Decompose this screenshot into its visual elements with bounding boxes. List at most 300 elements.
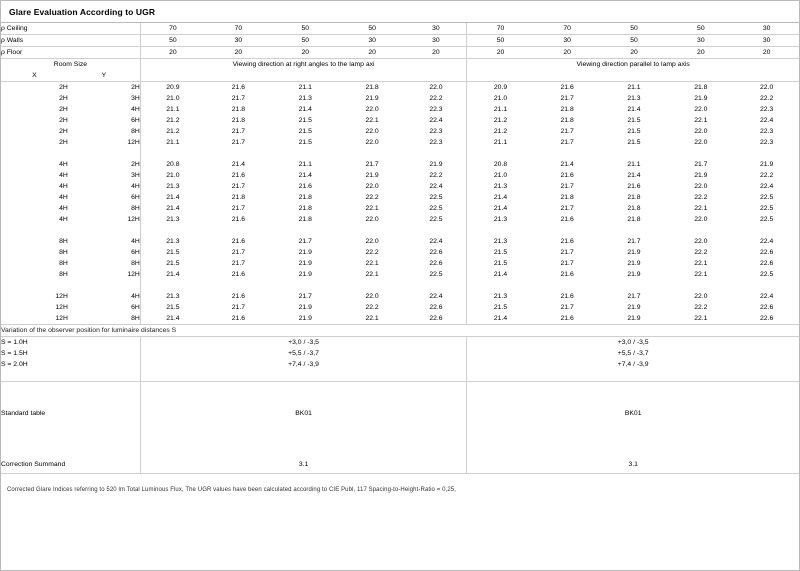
rho-walls-c9: 30 <box>697 37 705 44</box>
cell: 22.6 <box>429 304 443 311</box>
cell: 21.3 <box>467 236 534 247</box>
column-group-parallel: Viewing direction parallel to lamp axis <box>467 59 799 71</box>
rho-walls-c4: 30 <box>368 37 376 44</box>
correction-summand-row <box>1 455 799 474</box>
cell: 22.0 <box>365 293 379 300</box>
cell: 21.1 <box>627 84 641 91</box>
table-row <box>1 181 799 192</box>
cell: 22.2 <box>429 95 443 102</box>
cell: 21.6 <box>231 172 245 179</box>
row-y: 4H <box>131 238 140 245</box>
row-y: 3H <box>131 172 140 179</box>
rho-floor-c2: 20 <box>234 49 243 56</box>
rho-walls-c1: 50 <box>140 35 205 47</box>
cell: 22.1 <box>694 315 708 322</box>
row-x: 12H <box>55 304 68 311</box>
table-row <box>1 258 799 269</box>
row-y: 2H <box>131 84 140 91</box>
spacer-cell <box>1 419 140 455</box>
cell: 22.5 <box>429 194 443 201</box>
cell: 21.6 <box>231 271 245 278</box>
cell: 21.8 <box>560 117 574 124</box>
cell: 22.6 <box>760 315 774 322</box>
cell: 22.1 <box>365 260 379 267</box>
cell: 21.6 <box>231 293 245 300</box>
standard-table-pad-top <box>1 382 799 409</box>
cell: 21.7 <box>231 249 245 256</box>
cell: 22.6 <box>760 304 774 311</box>
cell: 21.9 <box>298 271 312 278</box>
cell: 21.4 <box>231 161 245 168</box>
table-row <box>1 291 799 302</box>
cell: 21.6 <box>298 183 312 190</box>
row-y: 6H <box>131 304 140 311</box>
cell: 22.4 <box>760 238 774 245</box>
cell: 21.3 <box>627 95 641 102</box>
cell: 20.9 <box>467 82 534 94</box>
cell: 21.6 <box>560 84 574 91</box>
cell: 21.8 <box>694 84 708 91</box>
row-x: 4H <box>59 183 68 190</box>
cell: 21.7 <box>560 304 574 311</box>
cell: 21.9 <box>365 95 379 102</box>
spacer-cell <box>1 280 140 291</box>
rho-walls-c7: 30 <box>563 37 571 44</box>
variation-row-1 <box>1 337 799 349</box>
cell: 22.0 <box>694 238 708 245</box>
cell: 21.5 <box>627 117 641 124</box>
room-size-x-header: X <box>32 72 37 79</box>
cell: 21.7 <box>298 293 312 300</box>
cell: 21.7 <box>231 128 245 135</box>
variation-note: Variation of the observer position for luminaire distances S <box>1 327 177 334</box>
cell: 21.6 <box>627 183 641 190</box>
spacer-cell <box>272 70 339 82</box>
cell: 22.0 <box>694 216 708 223</box>
cell: 21.8 <box>627 205 641 212</box>
cell: 21.7 <box>231 183 245 190</box>
row-y: 12H <box>127 216 140 223</box>
cell: 21.3 <box>140 236 205 247</box>
rho-ceiling-c2: 70 <box>234 25 243 32</box>
table-row <box>1 126 799 137</box>
cell: 21.3 <box>140 214 205 225</box>
cell: 22.2 <box>760 95 774 102</box>
cell: 21.9 <box>694 172 708 179</box>
spacer-cell <box>1 370 140 382</box>
table-row <box>1 104 799 115</box>
cell: 20.8 <box>140 159 205 170</box>
spacer-cell <box>734 70 799 82</box>
rho-floor-c9: 20 <box>697 49 705 56</box>
cell: 21.6 <box>560 172 574 179</box>
row-y: 12H <box>127 271 140 278</box>
cell: 22.3 <box>760 106 774 113</box>
cell: 22.0 <box>365 238 379 245</box>
variation-left-s3: +7,4 / -3,9 <box>140 359 467 370</box>
cell: 21.8 <box>231 117 245 124</box>
spacer-cell <box>140 419 467 455</box>
variation-right-s2: +5,5 / -3,7 <box>467 348 799 359</box>
cell: 22.3 <box>760 139 774 146</box>
cell: 22.5 <box>760 271 774 278</box>
table-row-xy-header <box>1 70 799 82</box>
rho-floor-c10: 20 <box>762 49 771 56</box>
table-row <box>1 137 799 148</box>
cell: 21.1 <box>467 137 534 148</box>
table-row <box>1 93 799 104</box>
row-x: 12H <box>55 293 68 300</box>
cell: 22.6 <box>760 260 774 267</box>
cell: 21.4 <box>467 192 534 203</box>
row-y: 6H <box>131 117 140 124</box>
row-x: 2H <box>59 117 68 124</box>
spacer-cell <box>140 70 205 82</box>
variation-row-3 <box>1 359 799 370</box>
cell: 21.9 <box>694 95 708 102</box>
rho-floor-label: ρ Floor <box>1 49 23 56</box>
cell: 21.6 <box>560 238 574 245</box>
cell: 21.5 <box>467 247 534 258</box>
spacer-cell <box>140 148 467 159</box>
cell: 22.1 <box>694 271 708 278</box>
cell: 21.6 <box>560 216 574 223</box>
spacer-cell <box>140 225 467 236</box>
cell: 21.4 <box>627 106 641 113</box>
cell: 21.3 <box>298 95 312 102</box>
cell: 21.9 <box>627 271 641 278</box>
cell: 22.6 <box>429 260 443 267</box>
row-y: 8H <box>131 205 140 212</box>
cell: 21.7 <box>560 205 574 212</box>
cell: 21.0 <box>467 170 534 181</box>
cell: 21.8 <box>365 84 379 91</box>
cell: 21.5 <box>627 128 641 135</box>
table-row-rho-floor <box>1 47 799 59</box>
cell: 21.4 <box>467 269 534 280</box>
cell: 21.4 <box>467 203 534 214</box>
variation-label-s2: S = 1.5H <box>1 350 28 357</box>
standard-table-row <box>1 408 799 419</box>
cell: 21.5 <box>627 139 641 146</box>
spacer-cell <box>467 419 799 455</box>
variation-label-s1: S = 1.0H <box>1 339 28 346</box>
room-size-y-header: Y <box>101 72 107 79</box>
cell: 21.0 <box>140 170 205 181</box>
cell: 22.0 <box>694 139 708 146</box>
cell: 21.4 <box>140 192 205 203</box>
rho-floor-c1: 20 <box>140 47 205 59</box>
table-row <box>1 115 799 126</box>
cell: 22.4 <box>429 183 443 190</box>
cell: 22.4 <box>760 183 774 190</box>
cell: 21.7 <box>560 260 574 267</box>
variation-note-row <box>1 325 799 337</box>
table-row <box>1 247 799 258</box>
rho-floor-c8: 20 <box>630 49 638 56</box>
cell: 22.1 <box>694 117 708 124</box>
row-x: 8H <box>59 260 68 267</box>
cell: 22.0 <box>694 128 708 135</box>
cell: 21.5 <box>467 258 534 269</box>
cell: 22.2 <box>429 172 443 179</box>
spacer-cell <box>1 382 140 409</box>
cell: 21.6 <box>560 293 574 300</box>
cell: 21.7 <box>231 205 245 212</box>
cell: 21.2 <box>140 126 205 137</box>
row-x: 8H <box>59 249 68 256</box>
cell: 21.2 <box>467 126 534 137</box>
cell: 21.7 <box>560 139 574 146</box>
cell: 21.7 <box>560 95 574 102</box>
cell: 21.9 <box>298 249 312 256</box>
cell: 21.5 <box>140 258 205 269</box>
cell: 22.5 <box>760 216 774 223</box>
cell: 22.2 <box>365 304 379 311</box>
cell: 21.9 <box>365 172 379 179</box>
rho-ceiling-c9: 50 <box>697 25 705 32</box>
cell: 21.7 <box>627 293 641 300</box>
cell: 22.0 <box>694 183 708 190</box>
group-gap <box>1 148 799 159</box>
standard-table-pad-bottom <box>1 419 799 455</box>
row-y: 6H <box>131 249 140 256</box>
row-x: 4H <box>59 194 68 201</box>
rho-walls-c6: 50 <box>467 35 534 47</box>
row-y: 8H <box>131 315 140 322</box>
cell: 21.9 <box>760 161 774 168</box>
rho-floor-c4: 20 <box>368 49 376 56</box>
cell: 22.0 <box>365 128 379 135</box>
rho-ceiling-c10: 30 <box>762 25 771 32</box>
table-row <box>1 192 799 203</box>
cell: 21.7 <box>231 139 245 146</box>
spacer-cell <box>467 382 799 409</box>
cell: 21.4 <box>560 161 574 168</box>
cell: 22.3 <box>429 128 443 135</box>
cell: 21.5 <box>298 139 312 146</box>
spacer-cell <box>1 225 140 236</box>
cell: 21.1 <box>140 104 205 115</box>
rho-walls-c8: 50 <box>630 37 638 44</box>
cell: 21.3 <box>140 291 205 302</box>
rho-floor-c6: 20 <box>467 47 534 59</box>
rho-walls-c3: 50 <box>301 37 310 44</box>
cell: 22.6 <box>429 315 443 322</box>
spacer-cell <box>339 70 406 82</box>
correction-summand-left-value: 3.1 <box>140 455 467 474</box>
cell: 21.9 <box>429 161 443 168</box>
row-y: 4H <box>131 293 140 300</box>
cell: 22.1 <box>694 205 708 212</box>
cell: 21.7 <box>560 128 574 135</box>
cell: 22.1 <box>365 315 379 322</box>
correction-summand-right-value: 3.1 <box>467 455 799 474</box>
cell: 22.0 <box>365 106 379 113</box>
cell: 21.3 <box>467 214 534 225</box>
rho-ceiling-c8: 50 <box>630 25 638 32</box>
cell: 22.3 <box>429 139 443 146</box>
cell: 21.1 <box>298 84 312 91</box>
cell: 22.2 <box>694 304 708 311</box>
row-x: 8H <box>59 238 68 245</box>
cell: 21.4 <box>140 203 205 214</box>
table-row <box>1 313 799 325</box>
cell: 22.1 <box>365 271 379 278</box>
table-row <box>1 214 799 225</box>
cell: 21.8 <box>298 194 312 201</box>
row-x: 2H <box>59 84 68 91</box>
cell: 22.3 <box>429 106 443 113</box>
cell: 21.0 <box>467 93 534 104</box>
row-x: 4H <box>59 205 68 212</box>
standard-table-label: Standard table <box>1 410 46 417</box>
room-size-label: Room Size <box>53 61 88 68</box>
column-group-right-angles: Viewing direction at right angles to the lamp axi <box>140 59 467 71</box>
row-y: 4H <box>131 106 140 113</box>
variation-right-s3: +7,4 / -3,9 <box>467 359 799 370</box>
cell: 21.1 <box>627 161 641 168</box>
correction-summand-label: Correction Summand <box>1 460 66 468</box>
standard-table-right-value: BK01 <box>467 408 799 419</box>
cell: 21.9 <box>627 315 641 322</box>
row-y: 2H <box>131 161 140 168</box>
cell: 22.4 <box>760 117 774 124</box>
cell: 21.3 <box>467 181 534 192</box>
row-y: 4H <box>131 183 140 190</box>
group-gap <box>1 280 799 291</box>
table-row <box>1 236 799 247</box>
table-row <box>1 203 799 214</box>
row-x: 2H <box>59 106 68 113</box>
spacer-cell <box>601 70 668 82</box>
table-row <box>1 302 799 313</box>
cell: 21.9 <box>298 304 312 311</box>
cell: 20.9 <box>140 82 205 94</box>
row-x: 12H <box>55 315 68 322</box>
rho-floor-c3: 20 <box>301 49 310 56</box>
cell: 21.6 <box>231 84 245 91</box>
variation-row-2 <box>1 348 799 359</box>
cell: 21.0 <box>140 93 205 104</box>
rho-ceiling-label: ρ Ceiling <box>1 25 28 32</box>
cell: 22.2 <box>365 249 379 256</box>
row-y: 8H <box>131 260 140 267</box>
row-y: 8H <box>131 128 140 135</box>
row-x: 2H <box>59 128 68 135</box>
cell: 21.3 <box>467 291 534 302</box>
cell: 21.4 <box>467 313 534 325</box>
cell: 22.0 <box>694 293 708 300</box>
cell: 21.7 <box>298 238 312 245</box>
variation-bottom-divider <box>1 370 799 382</box>
spacer-cell <box>1 148 140 159</box>
spacer-cell <box>667 70 734 82</box>
ugr-table <box>1 23 799 474</box>
spacer-cell <box>140 370 467 382</box>
cell: 21.2 <box>467 115 534 126</box>
cell: 21.4 <box>627 172 641 179</box>
cell: 21.9 <box>627 249 641 256</box>
cell: 22.2 <box>760 172 774 179</box>
cell: 22.5 <box>429 216 443 223</box>
cell: 21.5 <box>298 128 312 135</box>
cell: 22.2 <box>694 249 708 256</box>
row-y: 6H <box>131 194 140 201</box>
cell: 21.8 <box>560 194 574 201</box>
cell: 22.4 <box>429 117 443 124</box>
cell: 21.1 <box>140 137 205 148</box>
cell: 22.2 <box>694 194 708 201</box>
cell: 22.5 <box>429 271 443 278</box>
cell: 21.1 <box>467 104 534 115</box>
cell: 21.7 <box>231 304 245 311</box>
variation-right-s1: +3,0 / -3,5 <box>467 337 799 349</box>
table-row <box>1 159 799 170</box>
row-x: 4H <box>59 161 68 168</box>
table-row-rho-ceiling <box>1 23 799 35</box>
rho-ceiling-c5: 30 <box>432 25 440 32</box>
cell: 21.7 <box>694 161 708 168</box>
cell: 22.0 <box>365 139 379 146</box>
spacer-cell <box>467 280 799 291</box>
row-x: 4H <box>59 172 68 179</box>
table-row-group-header <box>1 59 799 71</box>
cell: 22.5 <box>429 205 443 212</box>
rho-walls-c10: 30 <box>762 37 771 44</box>
cell: 22.5 <box>760 194 774 201</box>
cell: 22.6 <box>760 249 774 256</box>
cell: 22.1 <box>694 260 708 267</box>
cell: 22.5 <box>760 205 774 212</box>
cell: 22.2 <box>365 194 379 201</box>
row-y: 12H <box>127 139 140 146</box>
rho-ceiling-c6: 70 <box>467 23 534 35</box>
spacer-cell <box>406 70 467 82</box>
cell: 20.8 <box>467 159 534 170</box>
cell: 21.3 <box>140 181 205 192</box>
cell: 21.4 <box>298 172 312 179</box>
cell: 21.1 <box>298 161 312 168</box>
row-x: 8H <box>59 271 68 278</box>
spacer-cell <box>140 382 467 409</box>
table-row <box>1 269 799 280</box>
variation-left-s1: +3,0 / -3,5 <box>140 337 467 349</box>
cell: 22.4 <box>429 293 443 300</box>
cell: 21.8 <box>560 106 574 113</box>
cell: 21.5 <box>298 117 312 124</box>
cell: 22.1 <box>365 205 379 212</box>
rho-ceiling-c4: 50 <box>368 25 376 32</box>
table-row <box>1 170 799 181</box>
cell: 21.9 <box>298 260 312 267</box>
cell: 22.0 <box>694 106 708 113</box>
variation-left-s2: +5,5 / -3,7 <box>140 348 467 359</box>
spacer-cell <box>467 148 799 159</box>
rho-floor-c7: 20 <box>563 49 571 56</box>
footer-note: Corrected Glare Indices referring to 520 lm Total Luminous Flux, The UGR values have been calculated according to CIE Publ, 117 Spacing-to-Height-Ratio = 0,25, <box>7 487 456 493</box>
rho-floor-c5: 20 <box>432 49 440 56</box>
cell: 22.3 <box>760 128 774 135</box>
cell: 21.5 <box>467 302 534 313</box>
cell: 21.7 <box>231 260 245 267</box>
row-x: 2H <box>59 95 68 102</box>
row-x: 2H <box>59 139 68 146</box>
rho-ceiling-c1: 70 <box>140 23 205 35</box>
page-title: Glare Evaluation According to UGR <box>1 1 799 23</box>
cell: 21.7 <box>560 183 574 190</box>
cell: 22.0 <box>429 84 443 91</box>
